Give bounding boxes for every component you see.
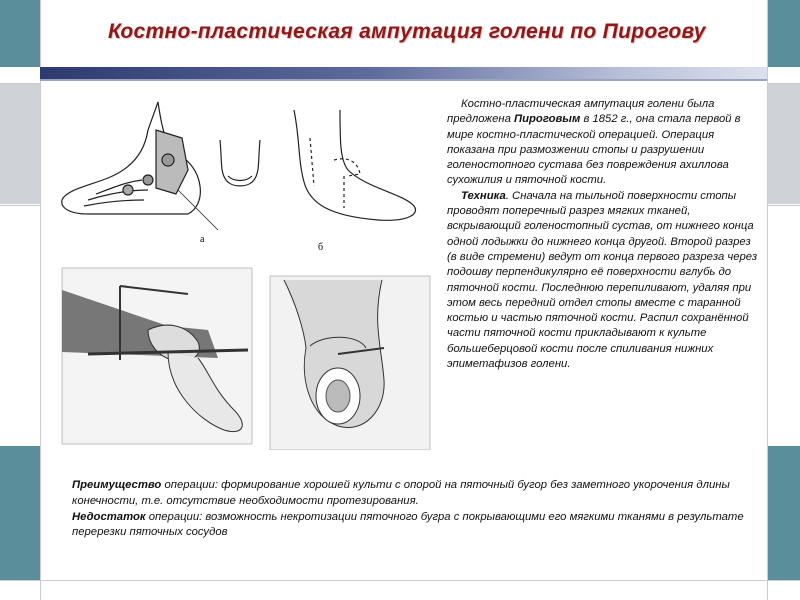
technique-paragraph [447,189,759,373]
text-run: Костно-пластическая ампутация голени была предложена [447,98,715,126]
foot-front-illustration [220,140,260,186]
foot-skeleton-illustration [62,102,218,230]
decor-block [0,580,40,600]
footer-divider [40,580,767,581]
figure-label-b: б [318,242,324,253]
decor-block [768,0,800,67]
decor-block [768,446,800,580]
decor-block [0,84,40,204]
disadvantage-heading: Недостаток [72,510,146,523]
decor-block [768,67,800,84]
author-name: Пироговым [514,113,581,126]
right-decor-column [767,0,800,600]
heel-stump-illustration [270,276,430,450]
text-run: операции: формирование хорошей культи с опорой на пяточный бугор без заметного укорочения длины конечности, т.е. отсутствие необходимости протезирования. [72,479,730,507]
decor-block [0,446,40,580]
disadvantage-paragraph [72,510,752,542]
text-run: . Сначала на тыльной поверхности стопы проводят поперечный разрез мягких тканей, вскрывающий голеностопный сустав, от нижнего конца одной лодыжки до нижнего конца другой. Второй разрез (в виде стремени) ведут от конца первого разреза через подошву перпендикулярно её поверхности вглубь до пяточной кости. Последнюю перепиливают, удаляя при этом весь передний отдел стопы вместе с таранной костью и частью пяточной кости. Распил сохранённой части пяточной кости прикладывают к культе большеберцовой кости после спиливания нижних эпиметафизов голени. [447,189,758,371]
decor-block [0,67,40,84]
slide-title: Костно-пластическая ампутация голени по Пирогову [108,20,706,43]
text-run: операции: возможность некротизации пяточного бугра с покрывающими его мягкими тканями в результате перерезки пяточных сосудов [72,510,744,539]
advantage-paragraph [72,478,752,510]
text-run: в 1852 г., она стала первой в мире костно-пластической операцией. Операция показана при размозжении стопы и разрушении голеностопного сустава без повреждения ахиллова сухожилия и пяточной кости. [447,113,741,187]
decor-block [768,84,800,204]
foot-incision-illustration [294,110,416,220]
figure-label-a: а [200,234,205,245]
technique-heading: Техника [461,189,506,202]
description-text [447,97,759,372]
pros-cons-text [72,478,752,541]
description-paragraph [447,97,759,189]
decor-block [768,205,800,446]
header-accent-bar [40,67,767,79]
decor-block [0,205,40,446]
left-decor-column [0,0,41,600]
decor-block [768,580,800,600]
header-divider [40,79,767,81]
figure-panel [48,90,438,450]
illustration-svg [48,90,438,450]
decor-block [0,0,40,67]
advantage-heading: Преимущество [72,479,162,491]
amputation-saw-illustration [62,268,252,444]
sparkle-icon [730,25,754,49]
